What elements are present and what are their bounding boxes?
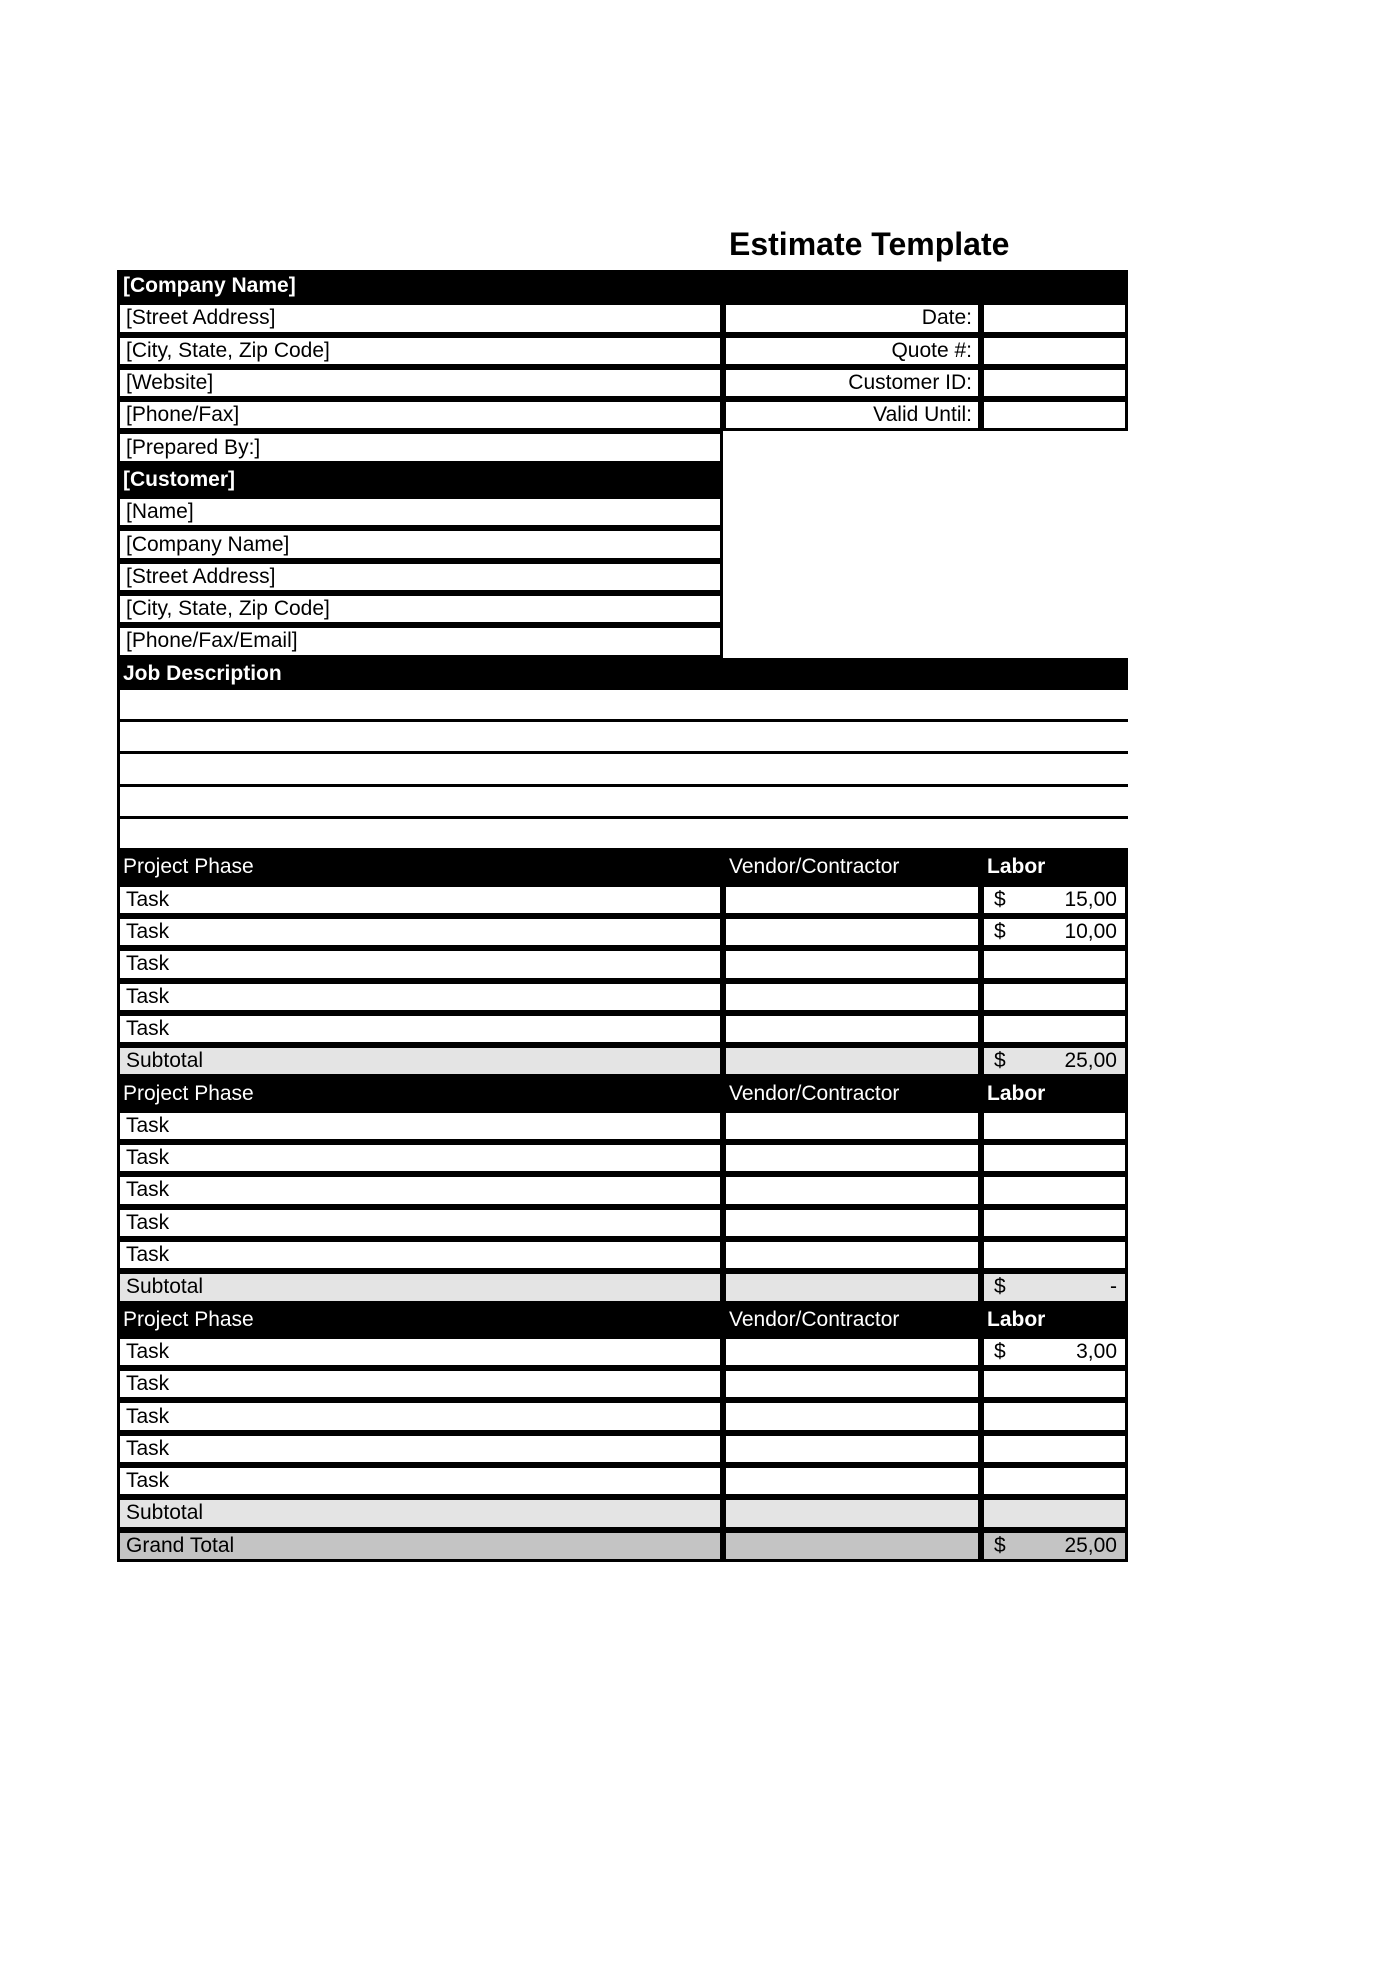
phase-header: Project Phase — [117, 1077, 723, 1109]
task-label[interactable]: Task — [117, 948, 723, 980]
vendor-header: Vendor/Contractor — [723, 1077, 981, 1109]
labor-header: Labor — [981, 1077, 1128, 1109]
subtotal-vendor — [723, 1497, 981, 1529]
subtotal-vendor — [723, 1271, 981, 1303]
valid-until-label: Valid Until: — [723, 399, 981, 431]
company-street[interactable]: [Street Address] — [117, 302, 723, 334]
header-fill — [981, 658, 1128, 690]
grand-total-label: Grand Total — [117, 1530, 723, 1562]
task-row — [117, 1400, 1128, 1432]
task-labor[interactable] — [981, 1368, 1128, 1400]
subtotal-amount — [981, 1271, 1128, 1303]
task-vendor[interactable] — [723, 1239, 981, 1271]
task-row — [117, 884, 1128, 916]
task-vendor[interactable] — [723, 1433, 981, 1465]
phases-section — [117, 851, 1128, 1529]
task-labor[interactable] — [981, 916, 1128, 948]
date-field[interactable] — [981, 302, 1128, 334]
subtotal-value: 25,00 — [1064, 1049, 1117, 1073]
task-vendor[interactable] — [723, 1013, 981, 1045]
prepared-by[interactable]: [Prepared By:] — [117, 431, 723, 463]
company-website[interactable]: [Website] — [117, 367, 723, 399]
task-label[interactable]: Task — [117, 981, 723, 1013]
task-row — [117, 1239, 1128, 1271]
customer-id-field[interactable] — [981, 367, 1128, 399]
job-description-line[interactable] — [117, 690, 1128, 722]
task-vendor[interactable] — [723, 1142, 981, 1174]
currency-symbol: $ — [994, 1049, 1006, 1073]
job-description-line[interactable] — [117, 819, 1128, 851]
customer-city[interactable]: [City, State, Zip Code] — [117, 593, 723, 625]
customer-name[interactable]: [Name] — [117, 496, 723, 528]
quote-field[interactable] — [981, 335, 1128, 367]
subtotal-label: Subtotal — [117, 1271, 723, 1303]
task-label[interactable]: Task — [117, 1368, 723, 1400]
subtotal-row — [117, 1271, 1128, 1303]
customer-phone[interactable]: [Phone/Fax/Email] — [117, 625, 723, 657]
currency-symbol: $ — [994, 1339, 1006, 1363]
task-amount: 10,00 — [1064, 920, 1117, 944]
task-row — [117, 948, 1128, 980]
task-row — [117, 916, 1128, 948]
task-vendor[interactable] — [723, 1368, 981, 1400]
task-label[interactable]: Task — [117, 1207, 723, 1239]
labor-header: Labor — [981, 851, 1128, 883]
task-label[interactable]: Task — [117, 1013, 723, 1045]
task-vendor[interactable] — [723, 916, 981, 948]
quote-label: Quote #: — [723, 335, 981, 367]
task-row — [117, 1174, 1128, 1206]
vendor-header: Vendor/Contractor — [723, 851, 981, 883]
phase-header-row — [117, 1304, 1128, 1336]
currency-symbol: $ — [994, 887, 1006, 911]
header-fill — [981, 270, 1128, 302]
phase-header: Project Phase — [117, 1304, 723, 1336]
task-label[interactable]: Task — [117, 1336, 723, 1368]
currency-symbol: $ — [994, 1533, 1006, 1557]
customer-id-label: Customer ID: — [723, 367, 981, 399]
task-labor[interactable] — [981, 1207, 1128, 1239]
task-label[interactable]: Task — [117, 1174, 723, 1206]
task-row — [117, 1013, 1128, 1045]
task-row — [117, 1368, 1128, 1400]
task-labor[interactable] — [981, 948, 1128, 980]
labor-header: Labor — [981, 1304, 1128, 1336]
job-description-line[interactable] — [117, 787, 1128, 819]
task-vendor[interactable] — [723, 948, 981, 980]
job-description-line[interactable] — [117, 754, 1128, 786]
currency-symbol: $ — [994, 920, 1006, 944]
company-phone[interactable]: [Phone/Fax] — [117, 399, 723, 431]
task-row — [117, 1142, 1128, 1174]
valid-until-field[interactable] — [981, 399, 1128, 431]
page-title: Estimate Template — [729, 226, 1010, 262]
task-labor[interactable] — [981, 1465, 1128, 1497]
customer-company[interactable]: [Company Name] — [117, 528, 723, 560]
task-labor[interactable] — [981, 1400, 1128, 1432]
company-header: [Company Name] — [117, 270, 723, 302]
job-description-header: Job Description — [117, 658, 723, 690]
task-vendor[interactable] — [723, 884, 981, 916]
task-row — [117, 1207, 1128, 1239]
task-amount: 3,00 — [1076, 1339, 1117, 1363]
task-row — [117, 1336, 1128, 1368]
subtotal-label: Subtotal — [117, 1045, 723, 1077]
task-labor[interactable] — [981, 1110, 1128, 1142]
estimate-sheet — [117, 270, 1128, 1562]
task-label[interactable]: Task — [117, 1142, 723, 1174]
grand-total-amount — [981, 1530, 1128, 1562]
task-row — [117, 1110, 1128, 1142]
task-row — [117, 1465, 1128, 1497]
task-labor[interactable] — [981, 1336, 1128, 1368]
company-city[interactable]: [City, State, Zip Code] — [117, 335, 723, 367]
task-labor[interactable] — [981, 884, 1128, 916]
phase-header: Project Phase — [117, 851, 723, 883]
task-labor[interactable] — [981, 1142, 1128, 1174]
grand-total-value: 25,00 — [1064, 1533, 1117, 1557]
phase-header-row — [117, 1077, 1128, 1109]
header-fill — [723, 270, 981, 302]
header-fill — [723, 658, 981, 690]
task-vendor[interactable] — [723, 1400, 981, 1432]
task-labor[interactable] — [981, 1013, 1128, 1045]
task-vendor[interactable] — [723, 1465, 981, 1497]
date-label: Date: — [723, 302, 981, 334]
currency-symbol: $ — [994, 1275, 1006, 1299]
task-label[interactable]: Task — [117, 1239, 723, 1271]
task-label[interactable]: Task — [117, 916, 723, 948]
task-row — [117, 981, 1128, 1013]
task-label[interactable]: Task — [117, 1400, 723, 1432]
phase-header-row — [117, 851, 1128, 883]
task-labor[interactable] — [981, 1239, 1128, 1271]
task-vendor[interactable] — [723, 1336, 981, 1368]
subtotal-row — [117, 1497, 1128, 1529]
task-row — [117, 1433, 1128, 1465]
subtotal-value: - — [1110, 1275, 1117, 1299]
task-labor[interactable] — [981, 1433, 1128, 1465]
task-vendor[interactable] — [723, 981, 981, 1013]
task-label[interactable]: Task — [117, 1433, 723, 1465]
task-amount: 15,00 — [1064, 887, 1117, 911]
task-labor[interactable] — [981, 1174, 1128, 1206]
task-vendor[interactable] — [723, 1174, 981, 1206]
subtotal-label: Subtotal — [117, 1497, 723, 1529]
task-vendor[interactable] — [723, 1110, 981, 1142]
customer-header: [Customer] — [117, 464, 723, 496]
vendor-header: Vendor/Contractor — [723, 1304, 981, 1336]
grand-total-vendor — [723, 1530, 981, 1562]
task-label[interactable]: Task — [117, 1110, 723, 1142]
task-label[interactable]: Task — [117, 884, 723, 916]
subtotal-vendor — [723, 1045, 981, 1077]
task-labor[interactable] — [981, 981, 1128, 1013]
task-label[interactable]: Task — [117, 1465, 723, 1497]
task-vendor[interactable] — [723, 1207, 981, 1239]
customer-street[interactable]: [Street Address] — [117, 561, 723, 593]
subtotal-row — [117, 1045, 1128, 1077]
job-description-line[interactable] — [117, 722, 1128, 754]
subtotal-amount — [981, 1045, 1128, 1077]
subtotal-amount — [981, 1497, 1128, 1529]
grand-total-row — [117, 1530, 1128, 1562]
